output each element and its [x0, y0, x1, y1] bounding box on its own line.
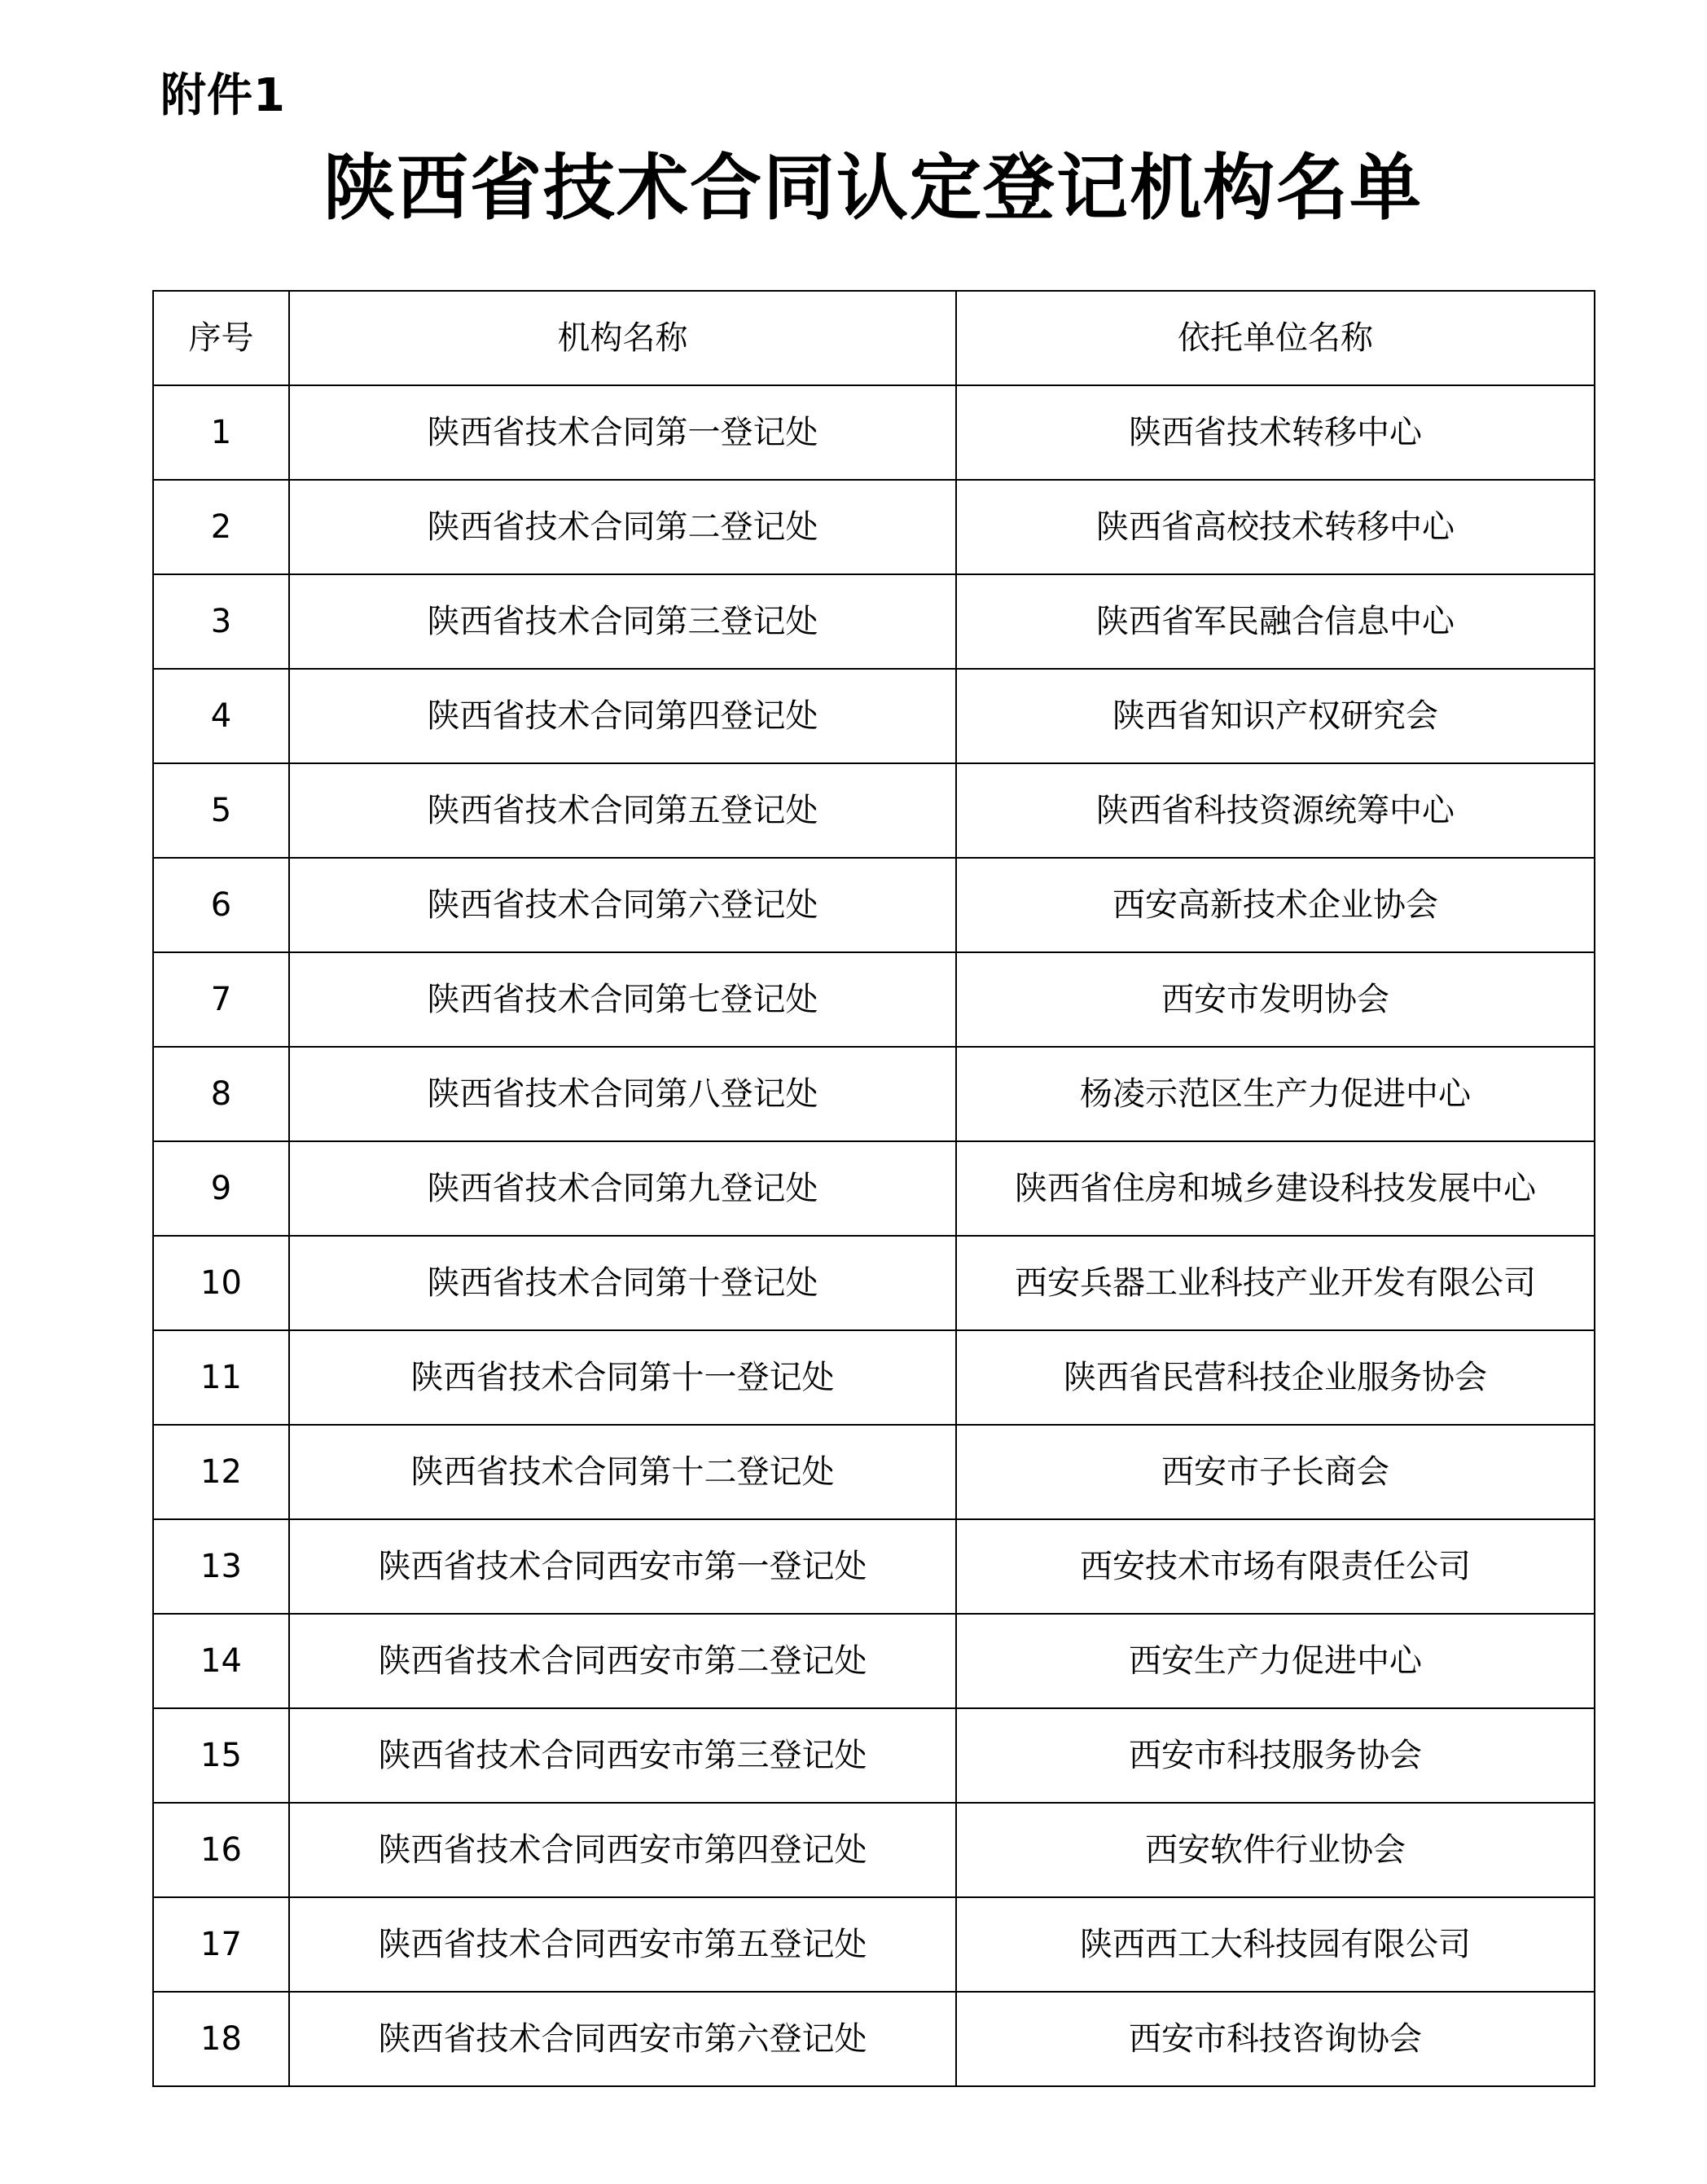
- cell-agency-name: 陕西省技术合同西安市第四登记处: [289, 1803, 956, 1897]
- table-row: [153, 1425, 1595, 1519]
- cell-host-unit-name: 陕西省住房和城乡建设科技发展中心: [956, 1141, 1595, 1236]
- cell-serial-number: 17: [153, 1897, 289, 1992]
- cell-serial-number: 16: [153, 1803, 289, 1897]
- registration-agencies-table: [152, 290, 1595, 2087]
- table-header-row: [153, 291, 1595, 385]
- cell-agency-name: 陕西省技术合同第四登记处: [289, 669, 956, 763]
- cell-agency-name: 陕西省技术合同第十二登记处: [289, 1425, 956, 1519]
- cell-host-unit-name: 西安市科技服务协会: [956, 1708, 1595, 1803]
- table-row: [153, 1141, 1595, 1236]
- table-body: [153, 385, 1595, 2086]
- cell-serial-number: 11: [153, 1330, 289, 1425]
- cell-serial-number: 4: [153, 669, 289, 763]
- cell-agency-name: 陕西省技术合同西安市第六登记处: [289, 1992, 956, 2086]
- cell-host-unit-name: 陕西省知识产权研究会: [956, 669, 1595, 763]
- table-row: [153, 1708, 1595, 1803]
- cell-serial-number: 5: [153, 763, 289, 858]
- cell-agency-name: 陕西省技术合同第六登记处: [289, 858, 956, 952]
- table-row: [153, 669, 1595, 763]
- cell-agency-name: 陕西省技术合同西安市第一登记处: [289, 1519, 956, 1614]
- cell-serial-number: 12: [153, 1425, 289, 1519]
- cell-serial-number: 6: [153, 858, 289, 952]
- cell-serial-number: 1: [153, 385, 289, 480]
- cell-serial-number: 3: [153, 574, 289, 669]
- header-agency-name: 机构名称: [289, 291, 956, 385]
- table-row: [153, 763, 1595, 858]
- table-row: [153, 385, 1595, 480]
- cell-host-unit-name: 西安高新技术企业协会: [956, 858, 1595, 952]
- header-serial-number: 序号: [153, 291, 289, 385]
- document-title: 陕西省技术合同认定登记机构名单: [323, 145, 1423, 230]
- table-row: [153, 952, 1595, 1047]
- table-row: [153, 1047, 1595, 1141]
- cell-agency-name: 陕西省技术合同第九登记处: [289, 1141, 956, 1236]
- cell-agency-name: 陕西省技术合同第十登记处: [289, 1236, 956, 1330]
- table-row: [153, 480, 1595, 574]
- cell-serial-number: 2: [153, 480, 289, 574]
- cell-host-unit-name: 西安市子长商会: [956, 1425, 1595, 1519]
- cell-serial-number: 8: [153, 1047, 289, 1141]
- table-row: [153, 1519, 1595, 1614]
- cell-serial-number: 10: [153, 1236, 289, 1330]
- attachment-label: 附件1: [160, 69, 286, 122]
- table-row: [153, 1236, 1595, 1330]
- cell-host-unit-name: 陕西省民营科技企业服务协会: [956, 1330, 1595, 1425]
- cell-host-unit-name: 陕西省高校技术转移中心: [956, 480, 1595, 574]
- cell-serial-number: 13: [153, 1519, 289, 1614]
- cell-host-unit-name: 杨凌示范区生产力促进中心: [956, 1047, 1595, 1141]
- cell-host-unit-name: 西安软件行业协会: [956, 1803, 1595, 1897]
- cell-agency-name: 陕西省技术合同第八登记处: [289, 1047, 956, 1141]
- cell-agency-name: 陕西省技术合同第三登记处: [289, 574, 956, 669]
- cell-host-unit-name: 陕西省科技资源统筹中心: [956, 763, 1595, 858]
- cell-host-unit-name: 西安技术市场有限责任公司: [956, 1519, 1595, 1614]
- cell-agency-name: 陕西省技术合同西安市第五登记处: [289, 1897, 956, 1992]
- table-row: [153, 574, 1595, 669]
- cell-agency-name: 陕西省技术合同西安市第二登记处: [289, 1614, 956, 1708]
- cell-host-unit-name: 西安兵器工业科技产业开发有限公司: [956, 1236, 1595, 1330]
- table-row: [153, 1897, 1595, 1992]
- table-row: [153, 1614, 1595, 1708]
- cell-serial-number: 9: [153, 1141, 289, 1236]
- table-row: [153, 1330, 1595, 1425]
- cell-host-unit-name: 陕西省军民融合信息中心: [956, 574, 1595, 669]
- cell-agency-name: 陕西省技术合同第七登记处: [289, 952, 956, 1047]
- table-row: [153, 1992, 1595, 2086]
- cell-agency-name: 陕西省技术合同第一登记处: [289, 385, 956, 480]
- cell-serial-number: 15: [153, 1708, 289, 1803]
- header-host-unit-name: 依托单位名称: [956, 291, 1595, 385]
- table-row: [153, 1803, 1595, 1897]
- cell-agency-name: 陕西省技术合同第二登记处: [289, 480, 956, 574]
- cell-serial-number: 18: [153, 1992, 289, 2086]
- table-row: [153, 858, 1595, 952]
- cell-serial-number: 14: [153, 1614, 289, 1708]
- cell-agency-name: 陕西省技术合同第十一登记处: [289, 1330, 956, 1425]
- cell-agency-name: 陕西省技术合同西安市第三登记处: [289, 1708, 956, 1803]
- cell-agency-name: 陕西省技术合同第五登记处: [289, 763, 956, 858]
- cell-host-unit-name: 西安生产力促进中心: [956, 1614, 1595, 1708]
- cell-host-unit-name: 陕西西工大科技园有限公司: [956, 1897, 1595, 1992]
- cell-host-unit-name: 陕西省技术转移中心: [956, 385, 1595, 480]
- cell-serial-number: 7: [153, 952, 289, 1047]
- cell-host-unit-name: 西安市科技咨询协会: [956, 1992, 1595, 2086]
- cell-host-unit-name: 西安市发明协会: [956, 952, 1595, 1047]
